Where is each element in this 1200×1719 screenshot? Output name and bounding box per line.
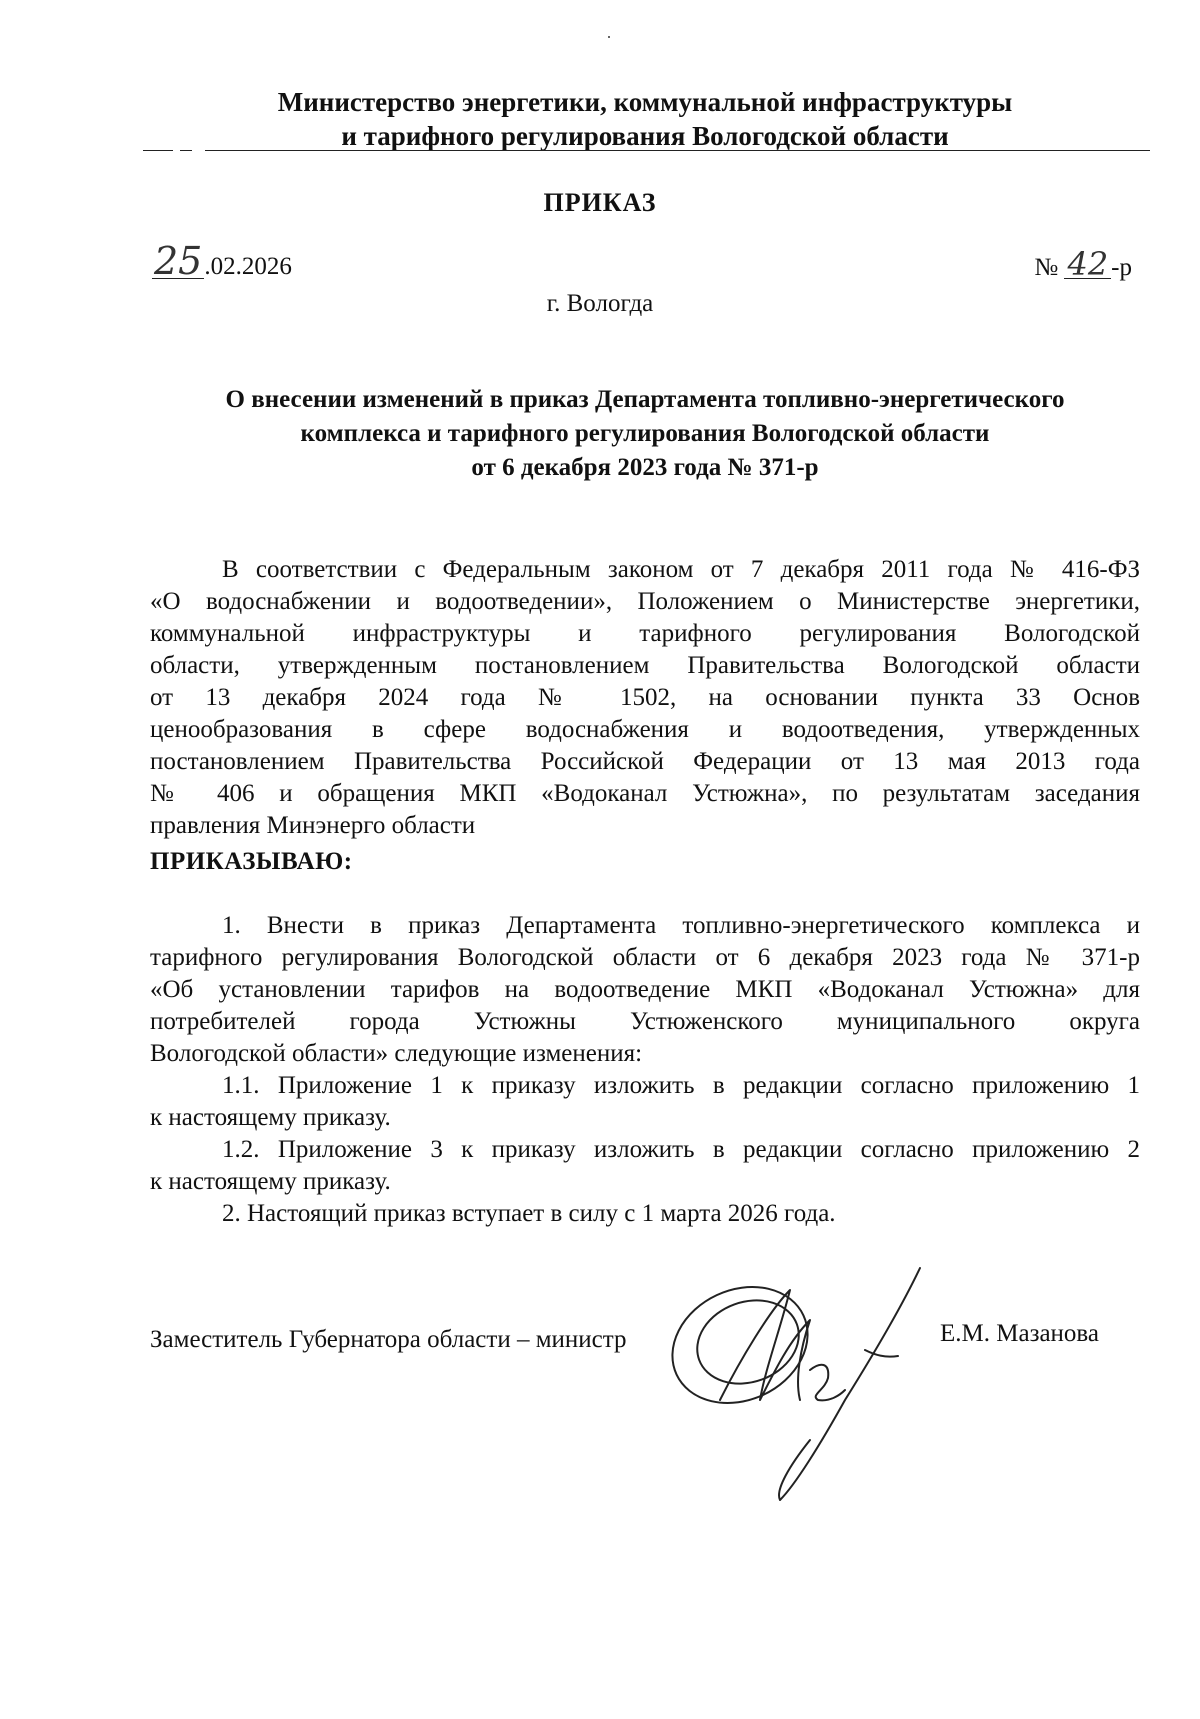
scan-speck [608,36,610,38]
item1-2-line: к настоящему приказу. [150,1168,391,1195]
item1-1-line: 1.1. Приложение 1 к приказу изложить в редакции согласно приложению 1 [222,1072,1140,1099]
number-suffix: -р [1111,254,1132,281]
item2-line: 2. Настоящий приказ вступает в силу с 1 марта 2026 года. [222,1200,836,1227]
preamble-line: коммунальной инфраструктуры и тарифного регулирования Вологодской [150,620,1140,647]
preamble-line: «О водоснабжении и водоотведении», Положением о Министерстве энергетики, [150,588,1140,615]
order-title: ПРИКАЗ [543,188,657,217]
ministry-name-line1: Министерство энергетики, коммунальной инфраструктуры [277,87,1013,117]
subject-line1: О внесении изменений в приказ Департамента топливно-энергетического [225,386,1065,413]
decree-word: ПРИКАЗЫВАЮ: [150,848,353,875]
preamble-line: № 406 и обращения МКП «Водоканал Устюжна», по результатам заседания [150,780,1140,807]
handwritten-day: 25 [154,239,203,283]
item1-line: «Об установлении тарифов на водоотведение МКП «Водоканал Устюжна» для [150,976,1140,1003]
order-number [1034,245,1132,283]
subject-line3: от 6 декабря 2023 года № 371-р [471,454,819,481]
preamble-line: правления Минэнерго области [150,812,476,839]
subject-line2: комплекса и тарифного регулирования Вологодской области [300,420,990,447]
header-rule-dash [143,150,173,151]
preamble-line: ценообразования в сфере водоснабжения и водоотведения, утвержденных [150,716,1140,743]
order-date [152,239,292,283]
item1-line: 1. Внести в приказ Департамента топливно-энергетического комплекса и [222,912,1140,939]
preamble-line: от 13 декабря 2024 года № 1502, на основании пункта 33 Основ [150,684,1140,711]
item1-line: Вологодской области» следующие изменения: [150,1040,643,1067]
ministry-name-line2: и тарифного регулирования Вологодской области [341,121,949,151]
order-city: г. Вологда [546,290,654,317]
date-rest: .02.2026 [204,253,292,280]
item1-2-line: 1.2. Приложение 3 к приказу изложить в редакции согласно приложению 2 [222,1136,1140,1163]
signer-name: Е.М. Мазанова [940,1320,1099,1347]
number-prefix: № [1034,254,1059,281]
preamble-line: В соответствии с Федеральным законом от 7 декабря 2011 года № 416-ФЗ [222,556,1140,583]
item1-line: потребителей города Устюжны Устюженского муниципального округа [150,1008,1140,1035]
signer-position: Заместитель Губернатора области – министр [150,1326,627,1353]
item1-line: тарифного регулирования Вологодской области от 6 декабря 2023 года № 371-р [150,944,1140,971]
handwritten-number: 42 [1064,250,1111,279]
handwritten-signature [660,1250,960,1510]
preamble-line: постановлением Правительства Российской Федерации от 13 мая 2013 года [150,748,1140,775]
preamble-line: области, утвержденным постановлением Правительства Вологодской области [150,652,1140,679]
item1-1-line: к настоящему приказу. [150,1104,391,1131]
header-rule [205,150,1150,151]
header-rule-dash [180,150,192,151]
